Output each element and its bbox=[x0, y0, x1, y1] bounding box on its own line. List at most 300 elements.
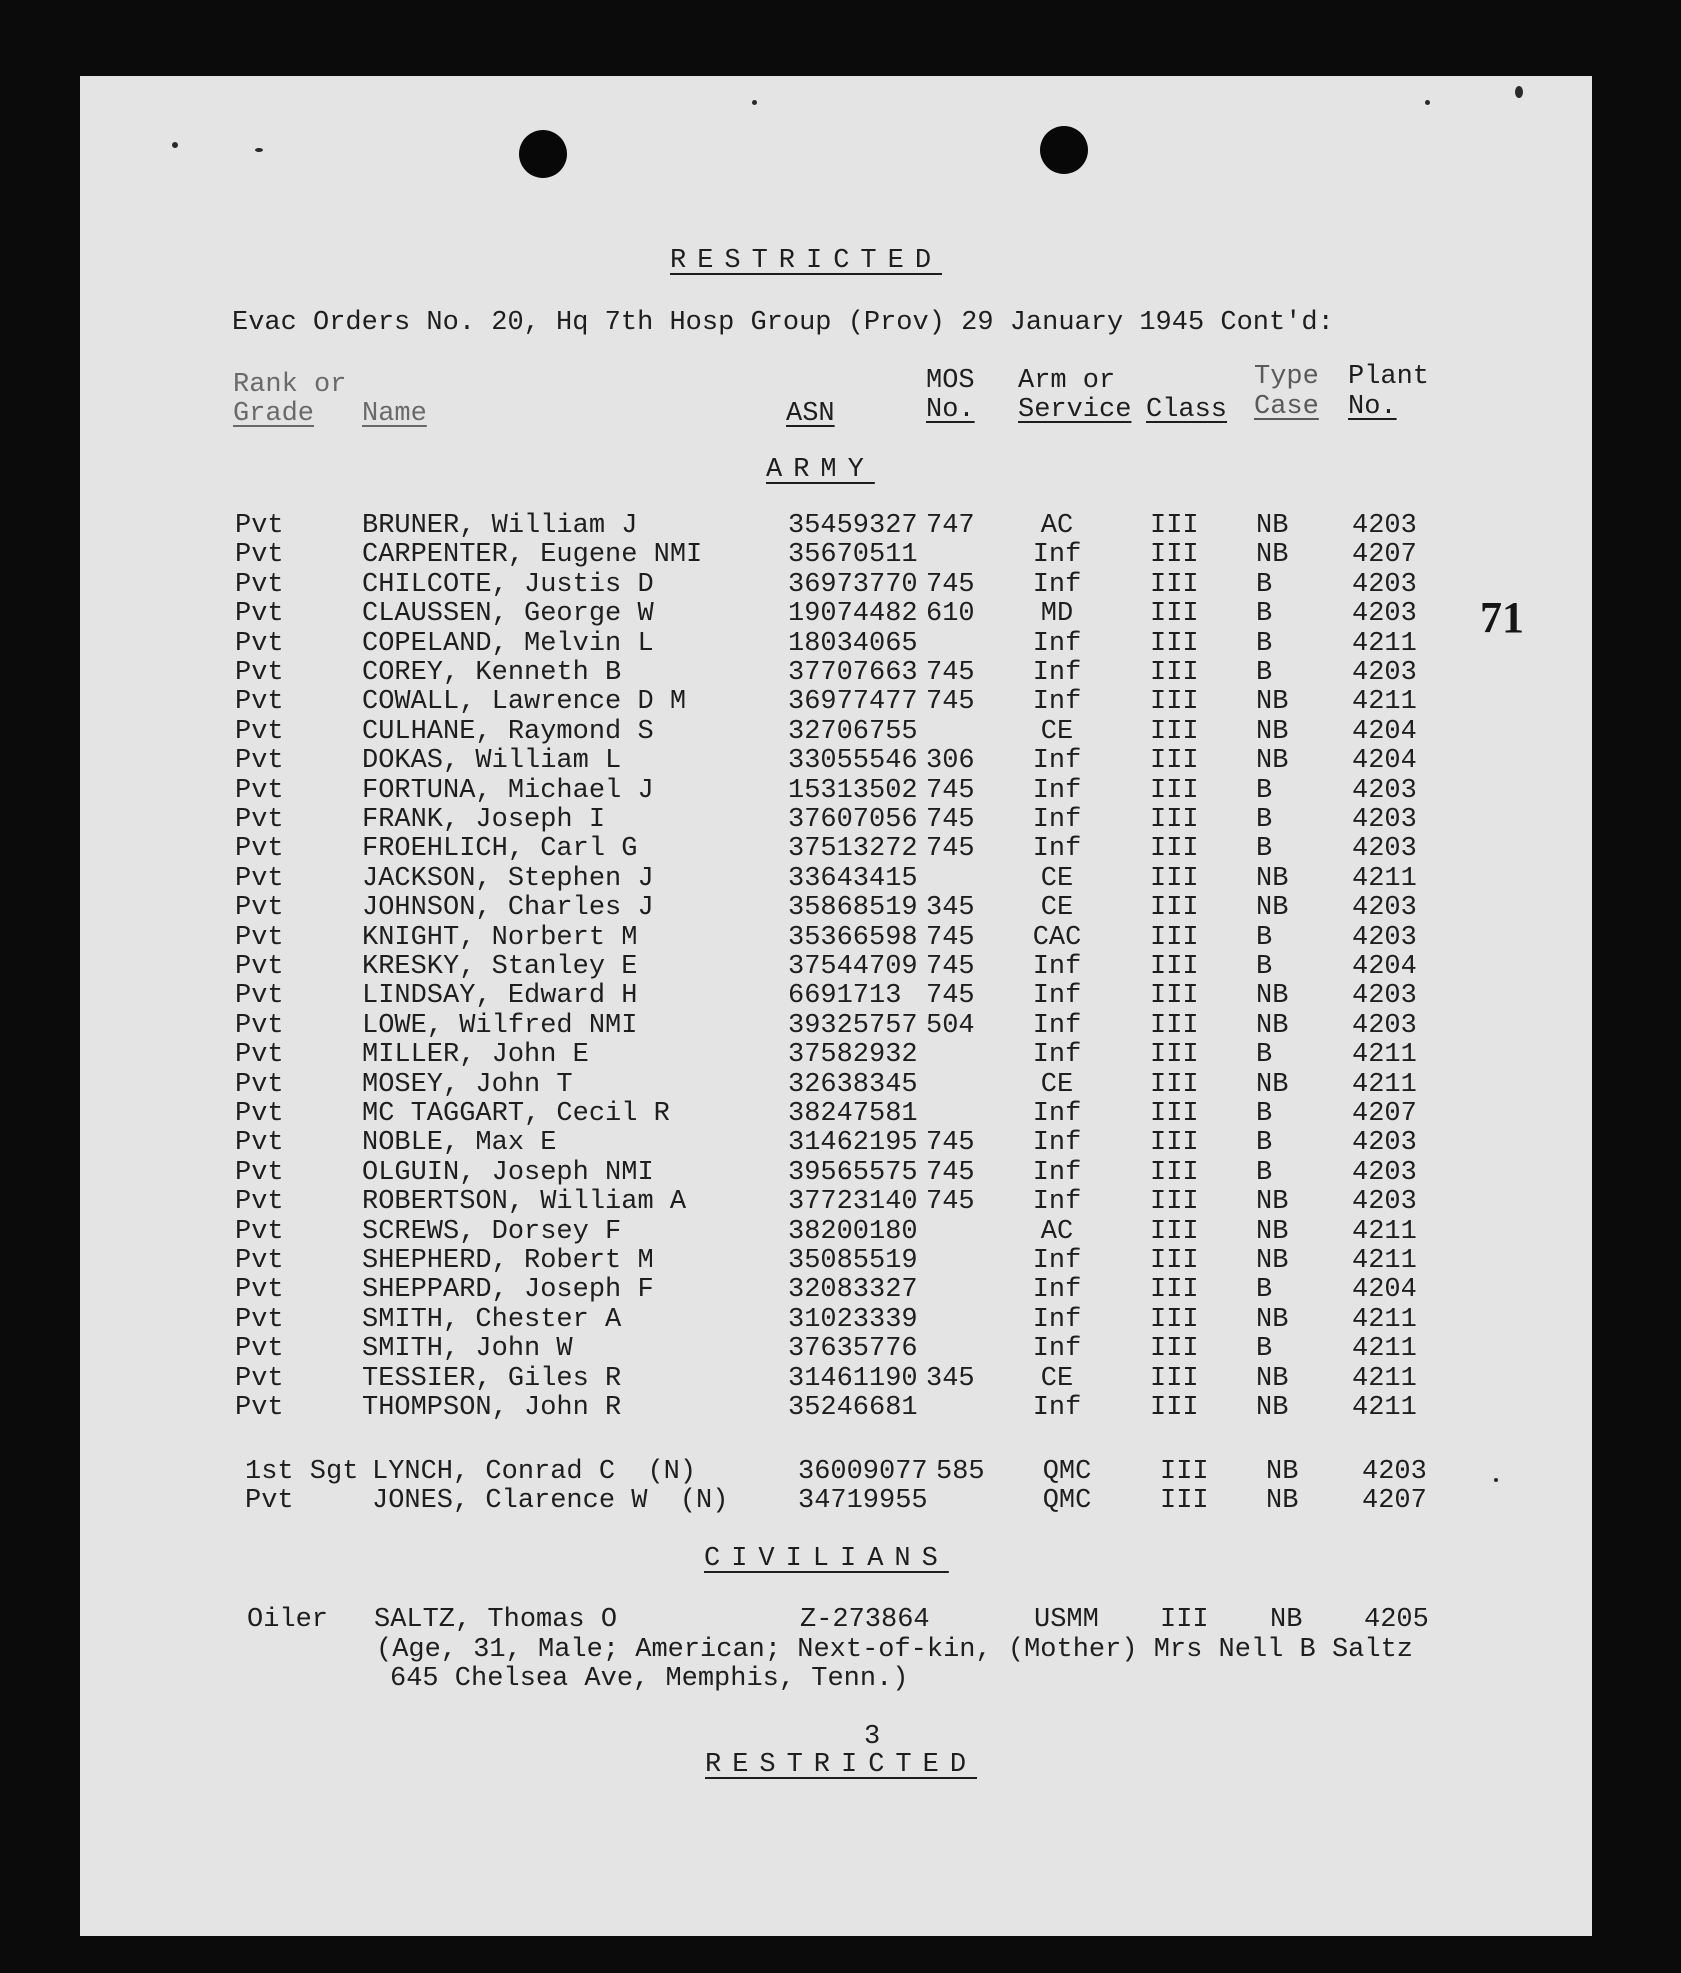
cell-arm: Inf bbox=[1032, 540, 1082, 570]
cell-asn: 38247581 bbox=[788, 1099, 918, 1129]
cell-arm: AC bbox=[1040, 511, 1074, 541]
cell-mos: 745 bbox=[926, 776, 975, 806]
cell-name: CARPENTER, Eugene NMI bbox=[362, 540, 703, 570]
scan-speck bbox=[752, 100, 757, 105]
cell-type: NB bbox=[1256, 981, 1289, 1011]
cell-asn: 39325757 bbox=[788, 1011, 918, 1041]
cell-name: MOSEY, John T bbox=[362, 1070, 573, 1100]
cell-asn: 32083327 bbox=[788, 1275, 918, 1305]
punch-hole-left bbox=[519, 130, 567, 178]
cell-asn: 37723140 bbox=[788, 1187, 918, 1217]
cell-class: III bbox=[1150, 1246, 1199, 1276]
cell-arm: Inf bbox=[1032, 805, 1082, 835]
cell-asn: 38200180 bbox=[788, 1217, 918, 1247]
cell-mos: 745 bbox=[926, 1158, 975, 1188]
cell-arm: Inf bbox=[1032, 629, 1082, 659]
margin-annotation: 71 bbox=[1480, 593, 1524, 642]
table-row bbox=[0, 1365, 1681, 1394]
cell-plant: 4203 bbox=[1352, 1158, 1417, 1188]
table-row bbox=[0, 1487, 1681, 1516]
cell-mos: 610 bbox=[926, 599, 975, 629]
cell-arm: Inf bbox=[1032, 1393, 1082, 1423]
cell-mos: 585 bbox=[936, 1457, 985, 1487]
cell-plant: 4203 bbox=[1352, 981, 1417, 1011]
cell-name: SMITH, Chester A bbox=[362, 1305, 622, 1335]
cell-rank: Pvt bbox=[235, 1040, 284, 1070]
cell-class: III bbox=[1150, 1393, 1199, 1423]
cell-plant: 4211 bbox=[1352, 1217, 1417, 1247]
scan-speck bbox=[172, 142, 178, 148]
cell-type: B bbox=[1256, 952, 1273, 982]
table-row bbox=[0, 688, 1681, 717]
cell-mos: 745 bbox=[926, 687, 975, 717]
cell-class: III bbox=[1150, 923, 1199, 953]
cell-name: OLGUIN, Joseph NMI bbox=[362, 1158, 654, 1188]
cell-arm: Inf bbox=[1032, 1334, 1082, 1364]
cell-type: NB bbox=[1256, 1011, 1289, 1041]
table-row bbox=[0, 806, 1681, 835]
cell-asn: 35670511 bbox=[788, 540, 918, 570]
cell-type: B bbox=[1256, 1158, 1273, 1188]
cell-name: JACKSON, Stephen J bbox=[362, 864, 654, 894]
cell-arm: MD bbox=[1040, 599, 1074, 629]
cell-rank: Pvt bbox=[235, 1275, 284, 1305]
classification-top: RESTRICTED bbox=[670, 246, 943, 276]
cell-arm: QMC bbox=[1042, 1486, 1092, 1516]
cell-arm: Inf bbox=[1032, 1275, 1082, 1305]
table-row bbox=[0, 1159, 1681, 1188]
table-row bbox=[0, 894, 1681, 923]
cell-type: B bbox=[1256, 834, 1273, 864]
cell-plant: 4204 bbox=[1352, 746, 1417, 776]
cell-plant: 4211 bbox=[1352, 1393, 1417, 1423]
cell-name: SHEPPARD, Joseph F bbox=[362, 1275, 654, 1305]
table-row bbox=[0, 571, 1681, 600]
civilian-type: NB bbox=[1270, 1605, 1303, 1635]
cell-mos: 345 bbox=[926, 1364, 975, 1394]
cell-asn: 36973770 bbox=[788, 570, 918, 600]
cell-arm: Inf bbox=[1032, 1128, 1082, 1158]
cell-type: NB bbox=[1256, 1070, 1289, 1100]
col-arm-line2: Service bbox=[1018, 395, 1132, 425]
cell-plant: 4207 bbox=[1352, 1099, 1417, 1129]
cell-name: COPELAND, Melvin L bbox=[362, 629, 654, 659]
cell-asn: 6691713 bbox=[788, 981, 902, 1011]
cell-type: B bbox=[1256, 1275, 1273, 1305]
cell-type: NB bbox=[1256, 1393, 1289, 1423]
cell-class: III bbox=[1150, 893, 1199, 923]
civilian-plant: 4205 bbox=[1364, 1605, 1429, 1635]
table-row bbox=[0, 1100, 1681, 1129]
cell-asn: 37635776 bbox=[788, 1334, 918, 1364]
cell-asn: 35246681 bbox=[788, 1393, 918, 1423]
cell-asn: 36009077 bbox=[798, 1457, 928, 1487]
cell-plant: 4211 bbox=[1352, 1334, 1417, 1364]
cell-name: THOMPSON, John R bbox=[362, 1393, 622, 1423]
cell-class: III bbox=[1150, 687, 1199, 717]
cell-type: NB bbox=[1256, 1217, 1289, 1247]
cell-plant: 4204 bbox=[1352, 1275, 1417, 1305]
cell-name: NOBLE, Max E bbox=[362, 1128, 557, 1158]
cell-rank: Pvt bbox=[235, 1011, 284, 1041]
cell-arm: CE bbox=[1040, 893, 1074, 923]
cell-asn: 37707663 bbox=[788, 658, 918, 688]
cell-type: B bbox=[1256, 658, 1273, 688]
cell-mos: 747 bbox=[926, 511, 975, 541]
cell-type: B bbox=[1256, 923, 1273, 953]
cell-plant: 4203 bbox=[1352, 599, 1417, 629]
table-row bbox=[0, 512, 1681, 541]
table-row bbox=[0, 953, 1681, 982]
cell-mos: 306 bbox=[926, 746, 975, 776]
cell-rank: Pvt bbox=[235, 1305, 284, 1335]
cell-rank: Pvt bbox=[235, 658, 284, 688]
cell-type: B bbox=[1256, 629, 1273, 659]
cell-plant: 4207 bbox=[1352, 540, 1417, 570]
cell-arm: CE bbox=[1040, 1364, 1074, 1394]
cell-type: B bbox=[1256, 805, 1273, 835]
cell-plant: 4211 bbox=[1352, 1246, 1417, 1276]
cell-rank: Pvt bbox=[235, 952, 284, 982]
cell-class: III bbox=[1150, 1364, 1199, 1394]
cell-plant: 4211 bbox=[1352, 864, 1417, 894]
cell-arm: Inf bbox=[1032, 952, 1082, 982]
cell-name: FRANK, Joseph I bbox=[362, 805, 606, 835]
cell-arm: Inf bbox=[1032, 1305, 1082, 1335]
cell-type: B bbox=[1256, 776, 1273, 806]
cell-rank: Pvt bbox=[235, 1128, 284, 1158]
cell-class: III bbox=[1150, 746, 1199, 776]
cell-plant: 4203 bbox=[1352, 1187, 1417, 1217]
cell-rank: Pvt bbox=[235, 599, 284, 629]
cell-mos: 745 bbox=[926, 1187, 975, 1217]
table-row bbox=[0, 1306, 1681, 1335]
cell-mos: 345 bbox=[926, 893, 975, 923]
cell-rank: Pvt bbox=[235, 834, 284, 864]
cell-asn: 31023339 bbox=[788, 1305, 918, 1335]
table-row bbox=[0, 718, 1681, 747]
cell-asn: 35366598 bbox=[788, 923, 918, 953]
civilian-service: USMM bbox=[1034, 1605, 1099, 1635]
cell-plant: 4211 bbox=[1352, 687, 1417, 717]
cell-rank: Pvt bbox=[235, 1070, 284, 1100]
cell-rank: Pvt bbox=[235, 981, 284, 1011]
cell-name: JONES, Clarence W (N) bbox=[372, 1486, 729, 1516]
cell-rank: Pvt bbox=[245, 1486, 294, 1516]
cell-plant: 4203 bbox=[1352, 893, 1417, 923]
cell-type: B bbox=[1256, 1128, 1273, 1158]
table-row bbox=[0, 924, 1681, 953]
cell-arm: CE bbox=[1040, 717, 1074, 747]
table-row bbox=[0, 835, 1681, 864]
cell-class: III bbox=[1160, 1486, 1209, 1516]
table-row bbox=[0, 747, 1681, 776]
cell-name: LYNCH, Conrad C (N) bbox=[372, 1457, 697, 1487]
cell-name: COWALL, Lawrence D M bbox=[362, 687, 687, 717]
cell-rank: Pvt bbox=[235, 1393, 284, 1423]
page-number: 3 bbox=[864, 1722, 881, 1752]
cell-rank: Pvt bbox=[235, 570, 284, 600]
table-row bbox=[0, 600, 1681, 629]
cell-arm: Inf bbox=[1032, 1099, 1082, 1129]
cell-name: DOKAS, William L bbox=[362, 746, 622, 776]
cell-name: CLAUSSEN, George W bbox=[362, 599, 654, 629]
cell-asn: 33643415 bbox=[788, 864, 918, 894]
col-mos-line2: No. bbox=[926, 395, 975, 425]
scan-speck bbox=[255, 148, 263, 152]
col-name: Name bbox=[362, 399, 427, 429]
cell-rank: Pvt bbox=[235, 1099, 284, 1129]
cell-mos: 745 bbox=[926, 570, 975, 600]
civilian-note-line2: 645 Chelsea Ave, Memphis, Tenn.) bbox=[390, 1664, 909, 1694]
cell-rank: Pvt bbox=[235, 511, 284, 541]
cell-asn: 37582932 bbox=[788, 1040, 918, 1070]
cell-asn: 31462195 bbox=[788, 1128, 918, 1158]
cell-type: NB bbox=[1256, 1305, 1289, 1335]
cell-rank: Pvt bbox=[235, 923, 284, 953]
cell-name: KNIGHT, Norbert M bbox=[362, 923, 638, 953]
cell-name: LOWE, Wilfred NMI bbox=[362, 1011, 638, 1041]
cell-class: III bbox=[1150, 864, 1199, 894]
scan-speck bbox=[1425, 100, 1430, 105]
cell-plant: 4203 bbox=[1352, 923, 1417, 953]
cell-class: III bbox=[1150, 981, 1199, 1011]
cell-name: FORTUNA, Michael J bbox=[362, 776, 654, 806]
cell-arm: Inf bbox=[1032, 776, 1082, 806]
cell-name: MC TAGGART, Cecil R bbox=[362, 1099, 670, 1129]
cell-rank: Pvt bbox=[235, 1217, 284, 1247]
cell-arm: CE bbox=[1040, 1070, 1074, 1100]
col-class: Class bbox=[1146, 395, 1228, 425]
cell-rank: Pvt bbox=[235, 893, 284, 923]
cell-name: ROBERTSON, William A bbox=[362, 1187, 687, 1217]
col-plant-line2: No. bbox=[1348, 392, 1397, 422]
table-row bbox=[0, 1041, 1681, 1070]
army-heading: ARMY bbox=[766, 455, 875, 485]
table-row bbox=[0, 1247, 1681, 1276]
cell-name: CULHANE, Raymond S bbox=[362, 717, 654, 747]
civilian-note-line1: (Age, 31, Male; American; Next-of-kin, (Mother) Mrs Nell B Saltz bbox=[376, 1635, 1413, 1665]
table-row bbox=[0, 1129, 1681, 1158]
col-plant-line1: Plant bbox=[1348, 362, 1430, 392]
cell-type: NB bbox=[1266, 1486, 1299, 1516]
cell-rank: Pvt bbox=[235, 717, 284, 747]
cell-rank: Pvt bbox=[235, 1246, 284, 1276]
cell-plant: 4211 bbox=[1352, 1070, 1417, 1100]
cell-arm: AC bbox=[1040, 1217, 1074, 1247]
cell-rank: Pvt bbox=[235, 540, 284, 570]
cell-name: SCREWS, Dorsey F bbox=[362, 1217, 622, 1247]
cell-rank: Pvt bbox=[235, 1158, 284, 1188]
cell-type: B bbox=[1256, 1040, 1273, 1070]
cell-rank: Pvt bbox=[235, 746, 284, 776]
cell-class: III bbox=[1150, 776, 1199, 806]
cell-asn: 36977477 bbox=[788, 687, 918, 717]
cell-name: FROEHLICH, Carl G bbox=[362, 834, 638, 864]
cell-mos: 745 bbox=[926, 1128, 975, 1158]
cell-arm: Inf bbox=[1032, 687, 1082, 717]
table-row bbox=[0, 982, 1681, 1011]
cell-class: III bbox=[1150, 1334, 1199, 1364]
cell-asn: 37544709 bbox=[788, 952, 918, 982]
civilian-name: SALTZ, Thomas O bbox=[374, 1605, 618, 1635]
cell-class: III bbox=[1150, 1275, 1199, 1305]
cell-class: III bbox=[1150, 805, 1199, 835]
cell-class: III bbox=[1160, 1457, 1209, 1487]
cell-asn: 37513272 bbox=[788, 834, 918, 864]
cell-type: NB bbox=[1256, 687, 1289, 717]
cell-mos: 745 bbox=[926, 981, 975, 1011]
col-rank-line1: Rank or bbox=[233, 370, 347, 400]
cell-type: NB bbox=[1256, 511, 1289, 541]
cell-class: III bbox=[1150, 599, 1199, 629]
civilian-class: III bbox=[1160, 1605, 1209, 1635]
table-row bbox=[0, 1394, 1681, 1423]
cell-class: III bbox=[1150, 1011, 1199, 1041]
cell-asn: 37607056 bbox=[788, 805, 918, 835]
cell-mos: 504 bbox=[926, 1011, 975, 1041]
cell-type: NB bbox=[1256, 746, 1289, 776]
cell-type: B bbox=[1256, 599, 1273, 629]
cell-name: TESSIER, Giles R bbox=[362, 1364, 622, 1394]
civilian-row bbox=[0, 1606, 1681, 1635]
cell-type: NB bbox=[1256, 540, 1289, 570]
cell-arm: Inf bbox=[1032, 1246, 1082, 1276]
cell-rank: Pvt bbox=[235, 805, 284, 835]
cell-plant: 4203 bbox=[1352, 1128, 1417, 1158]
col-type-line2: Case bbox=[1254, 392, 1319, 422]
cell-type: NB bbox=[1256, 864, 1289, 894]
cell-plant: 4203 bbox=[1362, 1457, 1427, 1487]
cell-arm: Inf bbox=[1032, 1011, 1082, 1041]
cell-asn: 35085519 bbox=[788, 1246, 918, 1276]
cell-class: III bbox=[1150, 1305, 1199, 1335]
cell-class: III bbox=[1150, 629, 1199, 659]
cell-type: NB bbox=[1266, 1457, 1299, 1487]
cell-plant: 4203 bbox=[1352, 658, 1417, 688]
table-row bbox=[0, 1276, 1681, 1305]
cell-arm: QMC bbox=[1042, 1457, 1092, 1487]
cell-class: III bbox=[1150, 570, 1199, 600]
col-type-line1: Type bbox=[1254, 362, 1319, 392]
cell-class: III bbox=[1150, 511, 1199, 541]
punch-hole-right bbox=[1040, 126, 1088, 174]
cell-arm: Inf bbox=[1032, 570, 1082, 600]
cell-type: B bbox=[1256, 1334, 1273, 1364]
cell-plant: 4207 bbox=[1362, 1486, 1427, 1516]
cell-asn: 33055546 bbox=[788, 746, 918, 776]
cell-name: BRUNER, William J bbox=[362, 511, 638, 541]
cell-asn: 35459327 bbox=[788, 511, 918, 541]
cell-plant: 4203 bbox=[1352, 805, 1417, 835]
cell-mos: 745 bbox=[926, 834, 975, 864]
cell-class: III bbox=[1150, 1158, 1199, 1188]
cell-arm: Inf bbox=[1032, 1158, 1082, 1188]
cell-plant: 4204 bbox=[1352, 717, 1417, 747]
cell-arm: Inf bbox=[1032, 658, 1082, 688]
table-row bbox=[0, 1335, 1681, 1364]
classification-bottom: RESTRICTED bbox=[705, 1750, 978, 1780]
cell-class: III bbox=[1150, 1128, 1199, 1158]
cell-plant: 4211 bbox=[1352, 1305, 1417, 1335]
cell-arm: CE bbox=[1040, 864, 1074, 894]
civilian-asn: Z-273864 bbox=[800, 1605, 930, 1635]
cell-plant: 4203 bbox=[1352, 776, 1417, 806]
cell-mos: 745 bbox=[926, 658, 975, 688]
scan-speck bbox=[1515, 86, 1523, 98]
table-row bbox=[0, 630, 1681, 659]
cell-name: SMITH, John W bbox=[362, 1334, 573, 1364]
col-asn: ASN bbox=[786, 399, 835, 429]
cell-plant: 4211 bbox=[1352, 1040, 1417, 1070]
cell-mos: 745 bbox=[926, 805, 975, 835]
col-rank-line2: Grade bbox=[233, 399, 315, 429]
table-row bbox=[0, 865, 1681, 894]
cell-plant: 4203 bbox=[1352, 511, 1417, 541]
col-arm-line1: Arm or bbox=[1018, 366, 1116, 396]
cell-class: III bbox=[1150, 1217, 1199, 1247]
order-title: Evac Orders No. 20, Hq 7th Hosp Group (Prov) 29 January 1945 Cont'd: bbox=[232, 308, 1334, 338]
cell-rank: Pvt bbox=[235, 1364, 284, 1394]
cell-arm: Inf bbox=[1032, 981, 1082, 1011]
cell-arm: Inf bbox=[1032, 1040, 1082, 1070]
cell-arm: Inf bbox=[1032, 834, 1082, 864]
table-row bbox=[0, 1188, 1681, 1217]
table-row bbox=[0, 1458, 1681, 1487]
cell-rank: Pvt bbox=[235, 776, 284, 806]
cell-asn: 32638345 bbox=[788, 1070, 918, 1100]
cell-type: NB bbox=[1256, 717, 1289, 747]
cell-asn: 18034065 bbox=[788, 629, 918, 659]
table-row bbox=[0, 1218, 1681, 1247]
cell-type: NB bbox=[1256, 1187, 1289, 1217]
cell-plant: 4203 bbox=[1352, 1011, 1417, 1041]
cell-type: NB bbox=[1256, 1364, 1289, 1394]
cell-name: COREY, Kenneth B bbox=[362, 658, 622, 688]
cell-class: III bbox=[1150, 717, 1199, 747]
cell-class: III bbox=[1150, 1187, 1199, 1217]
cell-name: SHEPHERD, Robert M bbox=[362, 1246, 654, 1276]
civilians-heading: CIVILIANS bbox=[704, 1544, 949, 1574]
table-row bbox=[0, 1071, 1681, 1100]
cell-type: NB bbox=[1256, 893, 1289, 923]
cell-name: MILLER, John E bbox=[362, 1040, 589, 1070]
table-row bbox=[0, 1012, 1681, 1041]
cell-class: III bbox=[1150, 540, 1199, 570]
cell-rank: Pvt bbox=[235, 687, 284, 717]
cell-mos: 745 bbox=[926, 952, 975, 982]
cell-name: KRESKY, Stanley E bbox=[362, 952, 638, 982]
cell-rank: Pvt bbox=[235, 1187, 284, 1217]
cell-asn: 39565575 bbox=[788, 1158, 918, 1188]
cell-class: III bbox=[1150, 952, 1199, 982]
cell-plant: 4203 bbox=[1352, 834, 1417, 864]
cell-class: III bbox=[1150, 1070, 1199, 1100]
cell-name: JOHNSON, Charles J bbox=[362, 893, 654, 923]
cell-plant: 4204 bbox=[1352, 952, 1417, 982]
cell-asn: 35868519 bbox=[788, 893, 918, 923]
cell-type: NB bbox=[1256, 1246, 1289, 1276]
cell-plant: 4211 bbox=[1352, 1364, 1417, 1394]
cell-asn: 32706755 bbox=[788, 717, 918, 747]
table-row bbox=[0, 777, 1681, 806]
cell-asn: 15313502 bbox=[788, 776, 918, 806]
col-mos-line1: MOS bbox=[926, 366, 975, 396]
table-row bbox=[0, 659, 1681, 688]
cell-rank: Pvt bbox=[235, 1334, 284, 1364]
cell-class: III bbox=[1150, 1040, 1199, 1070]
cell-arm: Inf bbox=[1032, 1187, 1082, 1217]
